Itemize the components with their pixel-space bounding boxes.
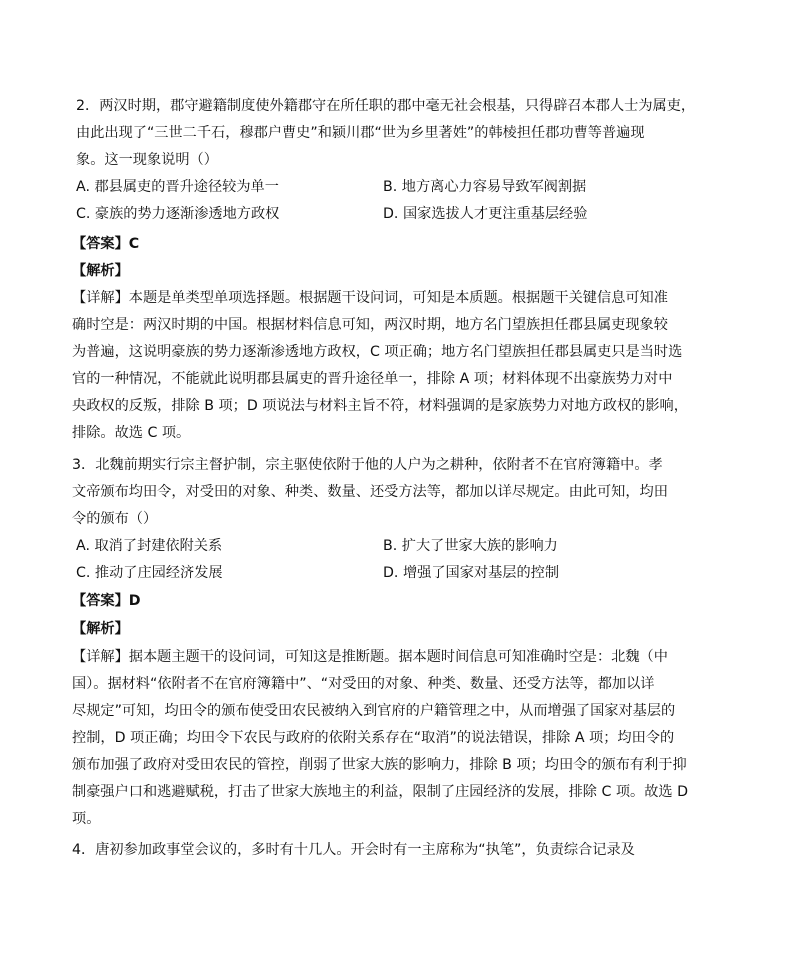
q2-detail-line-6: 排除。故选 C 项。 bbox=[72, 425, 191, 441]
q3-stem-line-1: 3．北魏前期实行宗主督护制，宗主驱使依附于他的人户为之耕种，依附者不在官府簿籍中。孝 bbox=[72, 457, 663, 473]
q2-analysis-heading: 【解析】 bbox=[72, 263, 129, 279]
q3-stem-line-3: 令的颁布（） bbox=[72, 511, 158, 527]
q2-option-d: D. 国家选拔人才更注重基层经验 bbox=[383, 206, 588, 222]
q3-detail-line-6: 制豪强户口和逃避赋税，打击了世家大族地主的利益，限制了庄园经济的发展，排除 C 项。故选 D bbox=[72, 784, 689, 800]
q2-detail-line-5: 央政权的反叛，排除 B 项；D 项说法与材料主旨不符，材料强调的是家族势力对地方政权的影响， bbox=[72, 398, 688, 414]
q3-detail-line-2: 国）。据材料“依附者不在官府簿籍中”、“对受田的对象、种类、数量、还受方法等，都加以详 bbox=[72, 676, 655, 692]
q2-detail-line-2: 确时空是：两汉时期的中国。根据材料信息可知，两汉时期，地方名门望族担任郡县属吏现象较 bbox=[72, 317, 668, 333]
q2-stem-line-3: 象。这一现象说明（） bbox=[76, 152, 218, 168]
q3-detail-line-7: 项。 bbox=[72, 811, 101, 827]
q2-answer: 【答案】C bbox=[72, 236, 140, 252]
q3-stem-line-2: 文帝颁布均田令，对受田的对象、种类、数量、还受方法等，都加以详尽规定。由此可知，均田 bbox=[72, 484, 668, 500]
q2-detail-line-3: 为普遍，这说明豪族的势力逐渐渗透地方政权，C 项正确；地方名门望族担任郡县属吏只是当时选 bbox=[72, 344, 683, 360]
q3-option-a: A. 取消了封建依附关系 bbox=[76, 538, 223, 554]
q3-option-d: D. 增强了国家对基层的控制 bbox=[383, 565, 560, 581]
q2-option-b: B. 地方离心力容易导致军阀割据 bbox=[383, 179, 587, 195]
q3-detail-line-3: 尽规定”可知，均田令的颁布使受田农民被纳入到官府的户籍管理之中，从而增强了国家对基层的 bbox=[72, 703, 676, 719]
q2-stem-line-1: 2．两汉时期，郡守避籍制度使外籍郡守在所任职的郡中毫无社会根基，只得辟召本郡人士为属吏， bbox=[76, 98, 696, 114]
q3-detail-line-1: 【详解】据本题主题干的设问词，可知这是推断题。据本题时间信息可知准确时空是：北魏（中 bbox=[72, 649, 668, 665]
q3-option-b: B. 扩大了世家大族的影响力 bbox=[383, 538, 558, 554]
q2-detail-line-4: 官的一种情况，不能就此说明郡县属吏的晋升途径单一，排除 A 项；材料体现不出豪族势力对中 bbox=[72, 371, 673, 387]
q2-stem-line-2: 由此出现了“三世二千石，穆郡户曹史”和颍川郡“世为乡里著姓”的韩棱担任郡功曹等普遍现 bbox=[76, 125, 645, 141]
q3-detail-line-5: 颁布加强了政府对受田农民的管控，削弱了世家大族的影响力，排除 B 项；均田令的颁布有利于抑 bbox=[72, 757, 687, 773]
q3-answer: 【答案】D bbox=[72, 593, 141, 609]
q2-option-c: C. 豪族的势力逐渐渗透地方政权 bbox=[76, 206, 280, 222]
q3-detail-line-4: 控制，D 项正确；均田令下农民与政府的依附关系存在“取消”的说法错误，排除 A 项；均田令的 bbox=[72, 730, 675, 746]
q2-option-a: A. 郡县属吏的晋升途径较为单一 bbox=[76, 179, 279, 195]
q2-detail-line-1: 【详解】本题是单类型单项选择题。根据题干设问词，可知是本质题。根据题干关键信息可知准 bbox=[72, 290, 668, 306]
q3-analysis-heading: 【解析】 bbox=[72, 621, 129, 637]
q4-stem-line-1: 4．唐初参加政事堂会议的，多时有十几人。开会时有一主席称为“执笔”，负责综合记录及 bbox=[72, 842, 635, 858]
q3-option-c: C. 推动了庄园经济发展 bbox=[76, 565, 223, 581]
